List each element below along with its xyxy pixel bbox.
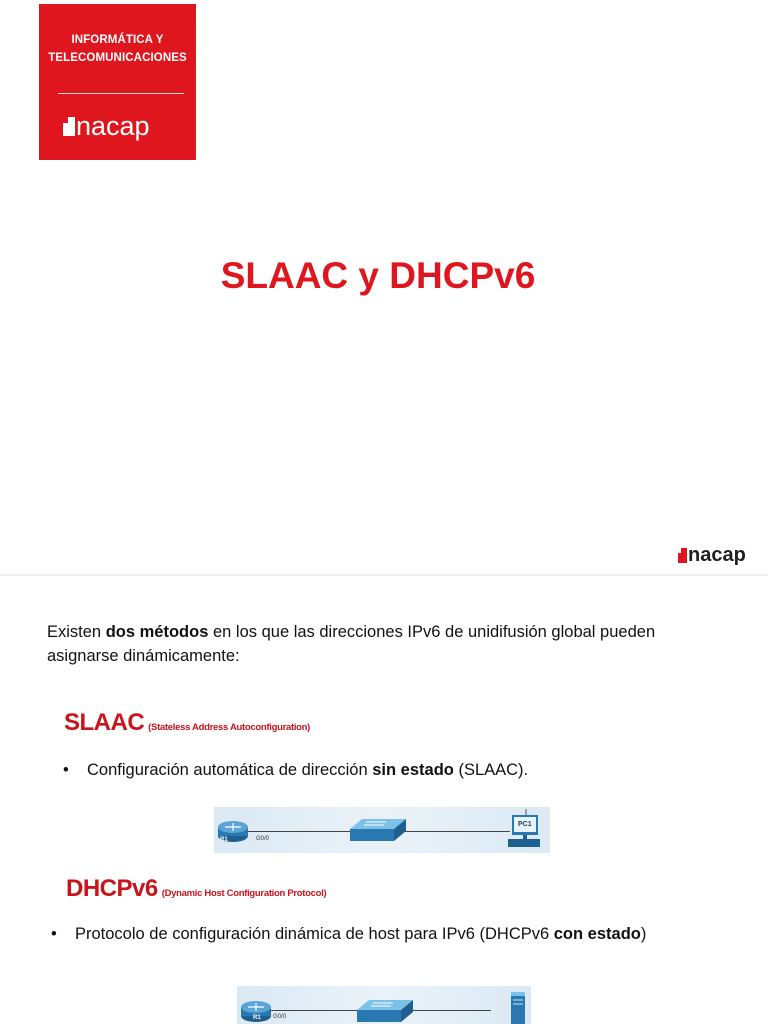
slaac-bullet-bold: sin estado xyxy=(372,761,454,779)
bullet-symbol: • xyxy=(63,761,69,779)
pc-label: PC1 xyxy=(518,821,532,828)
router-label: R1 xyxy=(220,837,228,843)
intro-after: en los que las direcciones IPv6 de unidifusión global pueden asignarse dinámicamente: xyxy=(47,623,656,665)
inacap-logo-word: nacap xyxy=(688,544,746,566)
switch-icon xyxy=(355,998,415,1024)
content-slide xyxy=(0,576,768,1024)
corner-inacap-logo xyxy=(678,545,746,565)
dhcpv6-bullet-after: ) xyxy=(640,925,647,943)
router-label: R1 xyxy=(253,1015,261,1021)
slaac-subtitle: (Stateless Address Autoconfiguration) xyxy=(148,722,311,733)
dhcpv6-bullet-bold: con estado xyxy=(553,925,641,943)
inacap-logo-word: nacap xyxy=(76,111,150,141)
slaac-heading xyxy=(64,709,310,737)
inacap-logo-mark xyxy=(63,117,75,136)
dhcpv6-title: DHCPv6 xyxy=(66,875,158,902)
port-label: G0/0 xyxy=(273,1014,287,1020)
server-icon xyxy=(509,990,527,1024)
intro-bold: dos métodos xyxy=(105,623,209,641)
intro-before: Existen xyxy=(47,623,106,641)
port-label: G0/0 xyxy=(256,836,270,842)
bullet-symbol: • xyxy=(51,925,57,943)
inacap-logo-mark xyxy=(678,548,687,563)
slaac-title: SLAAC xyxy=(64,709,145,736)
slaac-topology-diagram xyxy=(214,807,550,853)
dhcpv6-subtitle: (Dynamic Host Configuration Protocol) xyxy=(161,888,327,899)
slide-title: SLAAC y DHCPv6 xyxy=(220,255,536,296)
dhcpv6-heading xyxy=(66,875,326,903)
brand-box xyxy=(39,4,196,160)
brand-divider xyxy=(58,93,184,94)
slaac-bullet-before: Configuración automática de dirección xyxy=(87,761,373,779)
inacap-logo xyxy=(63,113,150,140)
slaac-bullet-after: (SLAAC). xyxy=(453,761,529,779)
slaac-bullet xyxy=(63,758,528,782)
pc-icon xyxy=(506,809,546,851)
dhcpv6-topology-diagram xyxy=(237,986,531,1024)
dhcpv6-bullet-before: Protocolo de configuración dinámica de host para IPv6 (DHCPv6 xyxy=(75,925,554,943)
dhcpv6-bullet xyxy=(51,922,646,946)
switch-icon xyxy=(348,817,408,843)
intro-text xyxy=(47,620,727,668)
department-label: INFORMÁTICA Y TELECOMUNICACIONES xyxy=(48,34,187,64)
